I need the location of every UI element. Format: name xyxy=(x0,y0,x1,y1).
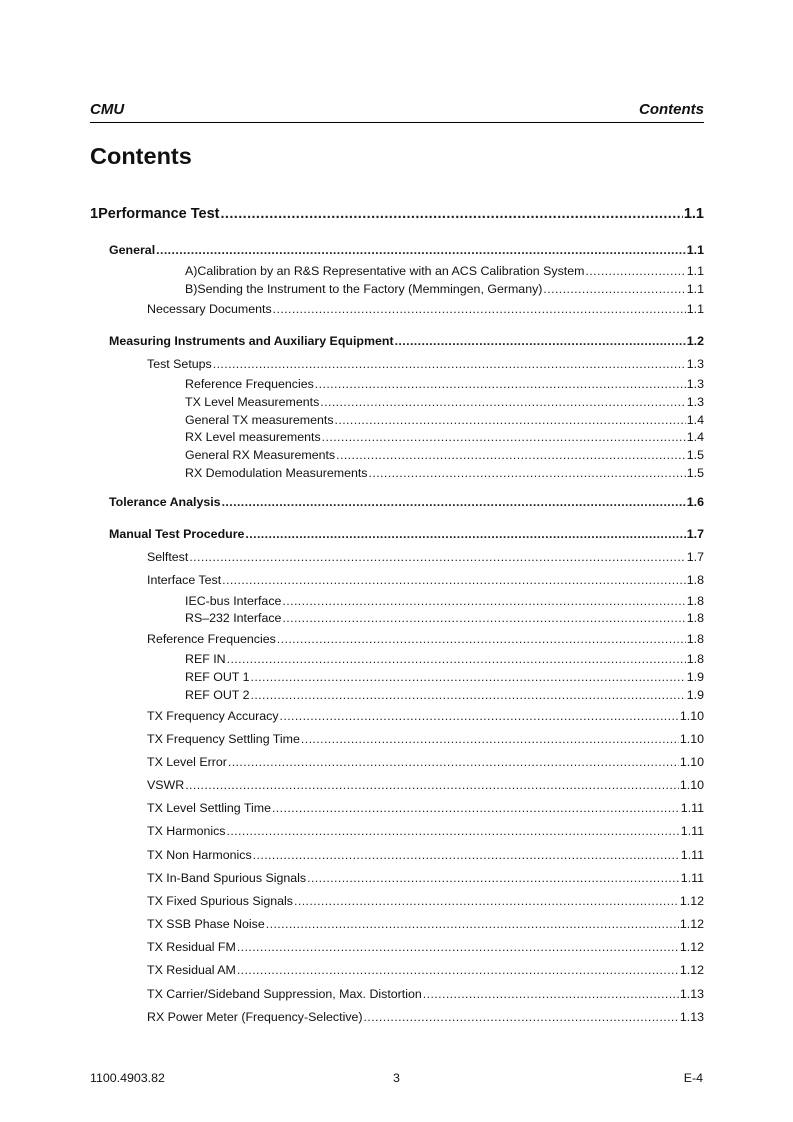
toc-entry[interactable] xyxy=(109,527,704,542)
toc-entry[interactable] xyxy=(185,448,704,463)
toc-entry[interactable] xyxy=(147,709,704,724)
toc-page-number: 1.3 xyxy=(686,395,704,409)
toc-entry[interactable] xyxy=(185,430,704,445)
toc-leader xyxy=(273,302,686,317)
toc-entry[interactable] xyxy=(147,963,704,978)
toc-entry-text: Calibration by an R&S Representative with an ACS Calibration System xyxy=(197,264,585,278)
toc-entry[interactable] xyxy=(147,871,704,886)
toc-leader xyxy=(251,670,686,685)
toc-leader xyxy=(237,963,679,978)
toc-leader xyxy=(185,778,679,793)
toc-leader xyxy=(315,377,686,392)
toc-entry[interactable] xyxy=(147,801,704,816)
toc-leader xyxy=(585,264,685,279)
toc-leader xyxy=(423,987,679,1002)
toc-page-number: 1.10 xyxy=(679,755,704,769)
toc-leader xyxy=(282,594,685,609)
toc-chapter-number: 1 xyxy=(90,206,99,222)
toc-page-number: 1.7 xyxy=(686,527,704,541)
toc-entry[interactable] xyxy=(147,357,704,372)
toc-page-number: 1.8 xyxy=(686,594,704,608)
toc-leader xyxy=(222,573,686,588)
toc-entry[interactable] xyxy=(185,413,704,428)
toc-page-number: 1.12 xyxy=(679,940,704,954)
toc-entry-text: REF OUT 1 xyxy=(185,670,250,684)
toc-entry-text: Sending the Instrument to the Factory (Memmingen, Germany) xyxy=(197,282,543,296)
toc-entry[interactable] xyxy=(109,243,704,258)
toc-entry[interactable] xyxy=(185,264,704,279)
toc-page-number: 1.11 xyxy=(680,824,704,838)
toc-page-number: 1.10 xyxy=(679,778,704,792)
toc-page-number: 1.12 xyxy=(679,963,704,977)
toc-entry[interactable] xyxy=(147,894,704,909)
toc-entry[interactable] xyxy=(185,652,704,667)
toc-entry[interactable] xyxy=(147,1010,704,1025)
toc-entry[interactable] xyxy=(185,611,704,626)
toc-page-number: 1.12 xyxy=(679,917,704,931)
toc-entry[interactable] xyxy=(185,282,704,297)
toc-leader xyxy=(266,917,679,932)
toc-page-number: 1.5 xyxy=(686,466,704,480)
toc-entry-text: Reference Frequencies xyxy=(185,377,314,391)
toc-page-number: 1.8 xyxy=(686,652,704,666)
toc-entry-text: TX Fixed Spurious Signals xyxy=(147,894,294,908)
toc-page-number: 1.10 xyxy=(679,732,704,746)
toc-page-number: 1.13 xyxy=(679,987,704,1001)
toc-entry-text: TX Residual AM xyxy=(147,963,236,977)
toc-leader xyxy=(294,894,679,909)
toc-entry[interactable] xyxy=(147,550,704,565)
header-product: CMU xyxy=(90,101,125,118)
toc-page-number: 1.11 xyxy=(680,801,704,815)
toc-leader xyxy=(251,688,686,703)
header-section: Contents xyxy=(639,101,704,118)
toc-entry[interactable] xyxy=(147,940,704,955)
toc-entry-text: RX Demodulation Measurements xyxy=(185,466,368,480)
toc-entry[interactable] xyxy=(185,395,704,410)
toc-page-number: 1.6 xyxy=(686,495,704,509)
toc-entry-text: Selftest xyxy=(147,550,189,564)
toc-page-number: 1.1 xyxy=(686,282,704,296)
toc-entry-text: RX Level measurements xyxy=(185,430,321,444)
toc-page-number: 1.1 xyxy=(686,302,704,316)
footer-page-number: 3 xyxy=(393,1071,400,1085)
toc-entry-text: Tolerance Analysis xyxy=(109,495,221,509)
toc-leader xyxy=(364,1010,679,1025)
toc-entry-text: General xyxy=(109,243,156,257)
toc-page-number: 1.11 xyxy=(680,871,704,885)
toc-leader xyxy=(395,334,686,349)
toc-entry[interactable] xyxy=(109,495,704,510)
toc-entry[interactable] xyxy=(147,824,704,839)
toc-entry-text: VSWR xyxy=(147,778,185,792)
toc-leader xyxy=(227,652,686,667)
toc-entry-letter: A) xyxy=(185,264,198,278)
toc-entry[interactable] xyxy=(147,755,704,770)
toc-entry-text: Reference Frequencies xyxy=(147,632,276,646)
toc-page-number: 1.8 xyxy=(686,632,704,646)
toc-page-number: 1.7 xyxy=(686,550,704,564)
page-title: Contents xyxy=(90,143,192,169)
toc-entry-text: REF IN xyxy=(185,652,226,666)
toc-entry-text: TX Harmonics xyxy=(147,824,226,838)
toc-chapter[interactable] xyxy=(90,205,704,223)
toc-entry-text: REF OUT 2 xyxy=(185,688,250,702)
toc-entry-text: RS–232 Interface xyxy=(185,611,282,625)
toc-entry-text: Performance Test xyxy=(98,206,220,222)
toc-leader xyxy=(307,871,680,886)
toc-entry[interactable] xyxy=(185,670,704,685)
toc-page-number: 1.12 xyxy=(679,894,704,908)
toc-entry-text: TX In-Band Spurious Signals xyxy=(147,871,307,885)
toc-entry-text: RX Power Meter (Frequency-Selective) xyxy=(147,1010,363,1024)
toc-page-number: 1.4 xyxy=(686,430,704,444)
footer-document-number: 1100.4903.82 xyxy=(90,1071,165,1085)
toc-page-number: 1.5 xyxy=(686,448,704,462)
toc-entry-text: Test Setups xyxy=(147,357,212,371)
toc-entry[interactable] xyxy=(147,573,704,588)
toc-leader xyxy=(272,801,680,816)
toc-entry[interactable] xyxy=(147,302,704,317)
toc-page-number: 1.4 xyxy=(686,413,704,427)
toc-page-number: 1.1 xyxy=(686,264,704,278)
toc-entry[interactable] xyxy=(185,466,704,481)
toc-page-number: 1.2 xyxy=(686,334,704,348)
toc-entry[interactable] xyxy=(147,732,704,747)
toc-page-number: 1.3 xyxy=(686,357,704,371)
toc-leader xyxy=(189,550,685,565)
toc-entry-text: TX Frequency Accuracy xyxy=(147,709,279,723)
toc-entry[interactable] xyxy=(147,917,704,932)
toc-entry[interactable] xyxy=(147,778,704,793)
toc-leader xyxy=(228,755,679,770)
toc-leader xyxy=(221,205,683,223)
toc-entry-text: TX Level Settling Time xyxy=(147,801,271,815)
toc-leader xyxy=(156,243,686,258)
toc-page-number: 1.9 xyxy=(686,688,704,702)
toc-leader xyxy=(280,709,679,724)
toc-entry-text: IEC-bus Interface xyxy=(185,594,282,608)
toc-page-number: 1.10 xyxy=(679,709,704,723)
toc-entry[interactable] xyxy=(147,987,704,1002)
toc-page-number: 1.8 xyxy=(686,573,704,587)
toc-leader xyxy=(336,448,686,463)
toc-leader xyxy=(277,632,686,647)
toc-page-number: 1.3 xyxy=(686,377,704,391)
toc-page-number: 1.1 xyxy=(683,206,704,222)
toc-leader xyxy=(335,413,686,428)
toc-page-number: 1.1 xyxy=(686,243,704,257)
toc-entry-text: TX Level Measurements xyxy=(185,395,320,409)
toc-entry-text: Interface Test xyxy=(147,573,222,587)
toc-leader xyxy=(237,940,679,955)
toc-entry-text: TX Residual FM xyxy=(147,940,236,954)
toc-leader xyxy=(245,527,685,542)
toc-entry-text: TX Level Error xyxy=(147,755,227,769)
toc-entry[interactable] xyxy=(185,594,704,609)
toc-leader xyxy=(369,466,686,481)
toc-leader xyxy=(213,357,686,372)
toc-entry-text: TX Carrier/Sideband Suppression, Max. Distortion xyxy=(147,987,422,1001)
toc-entry-text: TX Frequency Settling Time xyxy=(147,732,300,746)
toc-entry[interactable] xyxy=(185,688,704,703)
toc-page-number: 1.13 xyxy=(679,1010,704,1024)
toc-entry[interactable] xyxy=(147,848,704,863)
toc-leader xyxy=(282,611,685,626)
toc-page-number: 1.8 xyxy=(686,611,704,625)
toc-entry-text: General TX measurements xyxy=(185,413,334,427)
toc-entry-text: Necessary Documents xyxy=(147,302,272,316)
toc-leader xyxy=(322,430,686,445)
toc-entry-text: Manual Test Procedure xyxy=(109,527,245,541)
toc-entry-text: Measuring Instruments and Auxiliary Equipment xyxy=(109,334,394,348)
toc-leader xyxy=(320,395,685,410)
toc-leader xyxy=(301,732,679,747)
toc-page-number: 1.9 xyxy=(686,670,704,684)
toc-leader xyxy=(222,495,686,510)
toc-entry-text: General RX Measurements xyxy=(185,448,336,462)
toc-entry-letter: B) xyxy=(185,282,198,296)
toc-entry[interactable] xyxy=(185,377,704,392)
toc-page-number: 1.11 xyxy=(680,848,704,862)
toc-entry[interactable] xyxy=(147,632,704,647)
toc-entry[interactable] xyxy=(109,334,704,349)
toc-entry-text: TX SSB Phase Noise xyxy=(147,917,265,931)
toc-leader xyxy=(253,848,680,863)
toc-leader xyxy=(227,824,680,839)
toc-entry-text: TX Non Harmonics xyxy=(147,848,252,862)
footer-edition: E-4 xyxy=(683,1071,703,1085)
toc-leader xyxy=(543,282,685,297)
